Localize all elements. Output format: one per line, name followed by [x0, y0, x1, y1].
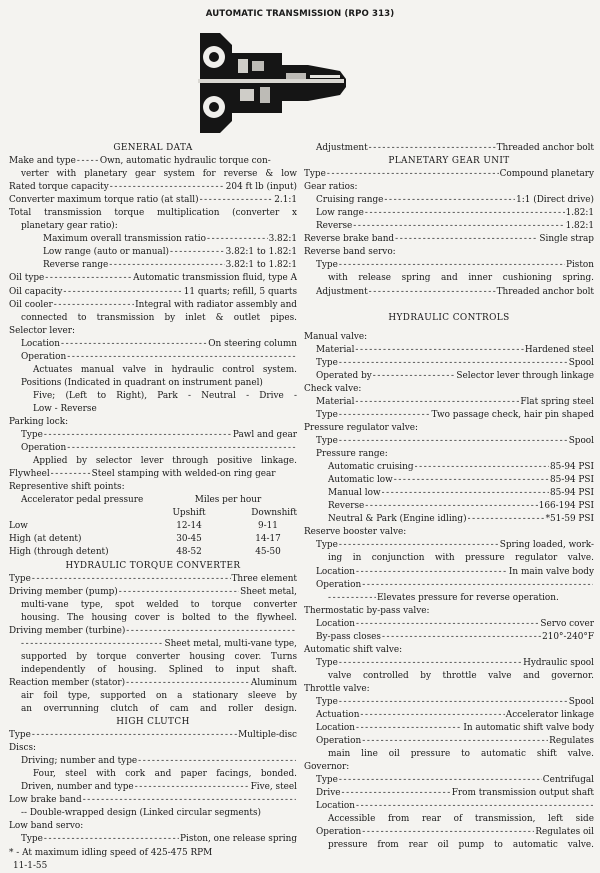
spec-tc-turbine-value: ----- Sheet metal, multi-vane type, [9, 638, 297, 651]
spec-parking-operation: Operation ----- [9, 442, 297, 455]
spec-asv-type: Type ----- Hydraulic spool [304, 657, 594, 670]
shift-row-label: High (through detent) [9, 547, 109, 558]
pressure-row: Automatic low ----- 85-94 PSI [304, 474, 594, 487]
spec-hc-driven: Driven, number and type ----- Five, steel [9, 781, 297, 794]
pressure-row: Neutral & Park (Engine idling) ----- *51-59 PSI [304, 513, 594, 526]
shift-row-downshift: 45-50 [255, 547, 281, 558]
shift-row-downshift: 14-17 [255, 534, 281, 545]
spec-tc-stator-cont2: an overrunning clutch of cam and roller design. [21, 704, 297, 715]
spec-max-overall-ratio: Maximum overall transmission ratio ----- 3.82:1 [9, 233, 297, 246]
shift-row-upshift: 48-52 [176, 547, 202, 558]
left-column [9, 142, 297, 873]
spec-oil-type: Oil type ----- Automatic transmission fluid, type A [9, 272, 297, 285]
spec-pg-rev-servo-cont: with release spring and inner cushioning spring. [328, 273, 594, 284]
spec-pg-adjustment: Adjustment ----- Threaded anchor bolt [304, 286, 594, 299]
spec-tv-operation-cont: main line oil pressure to automatic shift valve. [328, 749, 594, 760]
spec-oil-cooler-cont: connected to transmission by inlet & outlet pipes. [21, 312, 297, 323]
shift-points-table [9, 494, 297, 559]
spec-make-type-cont: verter with planetary gear system for reverse & low [21, 169, 297, 180]
spec-asv-type-cont: valve controlled by throttle valve and governor. [328, 670, 594, 681]
spec-hc-low-brake-cont: -- Double-wrapped design (Linked circular segments) [21, 808, 261, 819]
spec-converter-ratio: Converter maximum torque ratio (at stall) ----- 2.1:1 [9, 194, 297, 207]
spec-hc-low-servo: Low band servo: [9, 821, 84, 832]
spec-pressure-range: Pressure range: [316, 449, 388, 460]
spec-total-multiplication-cont: planetary gear ratio): [21, 221, 118, 232]
spec-manual-valve: Manual valve: [304, 331, 368, 342]
spec-asv: Automatic shift valve: [304, 644, 403, 655]
transmission-cutaway-icon [190, 27, 350, 139]
spec-selector-lever: Selector lever: [9, 325, 75, 336]
spec-pg-rev-servo-type: Type ----- Piston [304, 259, 594, 272]
spec-tc-pump-cont2: housing. The housing cover is bolted to the flywheel. [21, 612, 297, 623]
spec-tc-pump-cont1: multi-vane type, spot welded to torque converter [21, 599, 297, 610]
spec-selector-location: Location ----- On steering column [9, 338, 297, 351]
shift-header-pedal: Accelerator pedal pressure [21, 495, 144, 506]
spec-tv-location: Location ----- In automatic shift valve body [304, 722, 594, 735]
spec-tc-turbine-cont1: supported by torque converter housing cover. Turns [21, 651, 297, 662]
spec-prv-type: Type ----- Spool [304, 435, 594, 448]
section-heading-high-clutch: HIGH CLUTCH [116, 717, 190, 728]
spec-oil-cooler: Oil cooler ----- Integral with radiator assembly and [9, 299, 297, 312]
spec-rbv-operation-cont: ----- Elevates pressure for reverse operation. [304, 592, 594, 605]
spec-flywheel: Flywheel ----- Steel stamping with welded-on ring gear [9, 468, 297, 481]
spec-positions: Positions (Indicated in quadrant on instrument panel) [21, 377, 263, 388]
section-heading-general-data: GENERAL DATA [113, 143, 193, 153]
pressure-row: Manual low ----- 85-94 PSI [304, 487, 594, 500]
spec-positions-cont2: Low - Reverse [33, 403, 97, 414]
spec-shift-points: Representive shift points: [9, 482, 125, 493]
spec-parking-lock: Parking lock: [9, 416, 69, 427]
spec-pg-ratios: Gear ratios: [304, 182, 358, 193]
spec-tc-type: Type ----- Three element [9, 573, 297, 586]
shift-row-label: Low [9, 521, 28, 532]
spec-total-multiplication: Total transmission torque multiplication (converter x [9, 208, 297, 219]
spec-tv: Throttle valve: [304, 683, 370, 694]
spec-thermo-location: Location ----- Servo cover [304, 618, 594, 631]
spec-check-valve: Check valve: [304, 383, 362, 394]
spec-pg-rev-servo: Reverse band servo: [304, 247, 396, 258]
spec-cv-material: Material ----- Flat spring steel [304, 396, 594, 409]
spec-prv: Pressure regulator valve: [304, 422, 419, 433]
spec-gov-drive: Drive ----- From transmission output shaft [304, 787, 594, 800]
footnote-idle-speed: * - At maximum idling speed of 425-475 RPM [9, 847, 213, 858]
spec-hc-type: Type ----- Multiple-disc [9, 729, 297, 742]
date-code: 11-1-55 [13, 860, 48, 871]
shift-header-upshift: Upshift [172, 508, 206, 519]
spec-parking-operation-cont: Applied by selector lever through positive linkage. [33, 456, 297, 467]
spec-hc-low-brake: Low brake band ----- [9, 794, 297, 807]
spec-oil-capacity: Oil capacity ----- 11 quarts; refill, 5 quarts [9, 286, 297, 299]
spec-rbv-operation: Operation ----- [304, 579, 594, 592]
spec-selector-operation: Operation ----- [9, 351, 297, 364]
shift-row-upshift: 30-45 [176, 534, 202, 545]
spec-gov-operation-cont: pressure from rear oil pump to automatic valve. [328, 840, 594, 851]
shift-row-downshift: 9-11 [258, 521, 278, 532]
right-column [304, 142, 594, 853]
spec-mv-material: Material ----- Hardened steel [304, 344, 594, 357]
spec-parking-type: Type ----- Pawl and gear [9, 429, 297, 442]
spec-mv-type: Type ----- Spool [304, 357, 594, 370]
spec-pg-low: Low range ----- 1.82:1 [304, 207, 594, 220]
spec-rbv: Reserve booster valve: [304, 527, 407, 538]
spec-make-type: Make and type ----- Own, automatic hydraulic torque con- [9, 155, 297, 168]
spec-pg-rev-band: Reverse brake band ----- Single strap [304, 233, 594, 246]
spec-tc-turbine: Driving member (turbine) ----- [9, 625, 297, 638]
spec-tc-turbine-cont2: independently of housing. Splined to input shaft. [21, 664, 297, 675]
section-heading-hydraulic: HYDRAULIC CONTROLS [388, 312, 510, 323]
spec-tc-stator: Reaction member (stator) ----- Aluminum [9, 677, 297, 690]
spec-gov-location-cont: Accessible from rear of transmission, left side [328, 814, 594, 825]
spec-pg-reverse: Reverse ----- 1.82:1 [304, 220, 594, 233]
spec-low-range: Low range (auto or manual) ----- 3.82:1 to 1.82:1 [9, 246, 297, 259]
pressure-row: Automatic cruising ----- 85-94 PSI [304, 461, 594, 474]
spec-rated-torque: Rated torque capacity ----- 204 ft lb (input) [9, 181, 297, 194]
spec-tv-operation: Operation ----- Regulates [304, 735, 594, 748]
spec-rbv-type: Type ----- Spring loaded, work- [304, 539, 594, 552]
spec-cv-type: Type ----- Two passage check, hair pin shaped [304, 409, 594, 422]
spec-hc-driving-cont: Four, steel with cork and paper facings, bonded. [33, 769, 297, 780]
spec-pg-cruising: Cruising range ----- 1:1 (Direct drive) [304, 194, 594, 207]
shift-row-upshift: 12-14 [176, 521, 202, 532]
spec-tc-pump: Driving member (pump) ----- Sheet metal, [9, 586, 297, 599]
spec-positions-cont1: Five; (Left to Right), Park - Neutral - Drive - [33, 390, 297, 401]
section-heading-planetary: PLANETARY GEAR UNIT [388, 156, 510, 167]
spec-tv-type: Type ----- Spool [304, 696, 594, 709]
pressure-row: Reverse ----- 166-194 PSI [304, 500, 594, 513]
spec-hc-driving: Driving; number and type ----- [9, 755, 297, 768]
spec-mv-operated: Operated by ----- Selector lever through linkage [304, 370, 594, 383]
spec-hc-low-servo-type: Type ----- Piston, one release spring [9, 833, 297, 846]
spec-pg-type: Type ----- Compound planetary [304, 168, 594, 181]
spec-tc-stator-cont1: air foil type, supported on a stationary sleeve by [21, 690, 297, 701]
spec-reverse-range: Reverse range ----- 3.82:1 to 1.82:1 [9, 259, 297, 272]
spec-rbv-location: Location ----- In main valve body [304, 566, 594, 579]
spec-gov-location: Location ----- [304, 800, 594, 813]
spec-low-band-adjustment: Adjustment ----- Threaded anchor bolt [304, 142, 594, 155]
spec-tv-actuation: Actuation ----- Accelerator linkage [304, 709, 594, 722]
shift-row-label: High (at detent) [9, 534, 82, 545]
shift-header-downshift: Downshift [251, 508, 297, 519]
spec-selector-operation-cont: Actuates manual valve in hydraulic control system. [33, 364, 297, 375]
spec-thermo: Thermostatic by-pass valve: [304, 605, 430, 616]
spec-hc-discs: Discs: [9, 743, 37, 754]
spec-rbv-type-cont: ing in conjunction with pressure regulator valve. [328, 553, 594, 564]
spec-governor: Governor: [304, 762, 350, 773]
page-title: AUTOMATIC TRANSMISSION (RPO 313) [205, 9, 395, 19]
section-heading-torque-converter: HYDRAULIC TORQUE CONVERTER [65, 560, 241, 571]
shift-header-mph: Miles per hour [194, 495, 262, 506]
spec-gov-operation: Operation ----- Regulates oil [304, 826, 594, 839]
spec-thermo-closes: By-pass closes ----- 210°-240°F [304, 631, 594, 644]
transmission-illustration [190, 27, 350, 139]
spec-gov-type: Type ----- Centrifugal [304, 774, 594, 787]
